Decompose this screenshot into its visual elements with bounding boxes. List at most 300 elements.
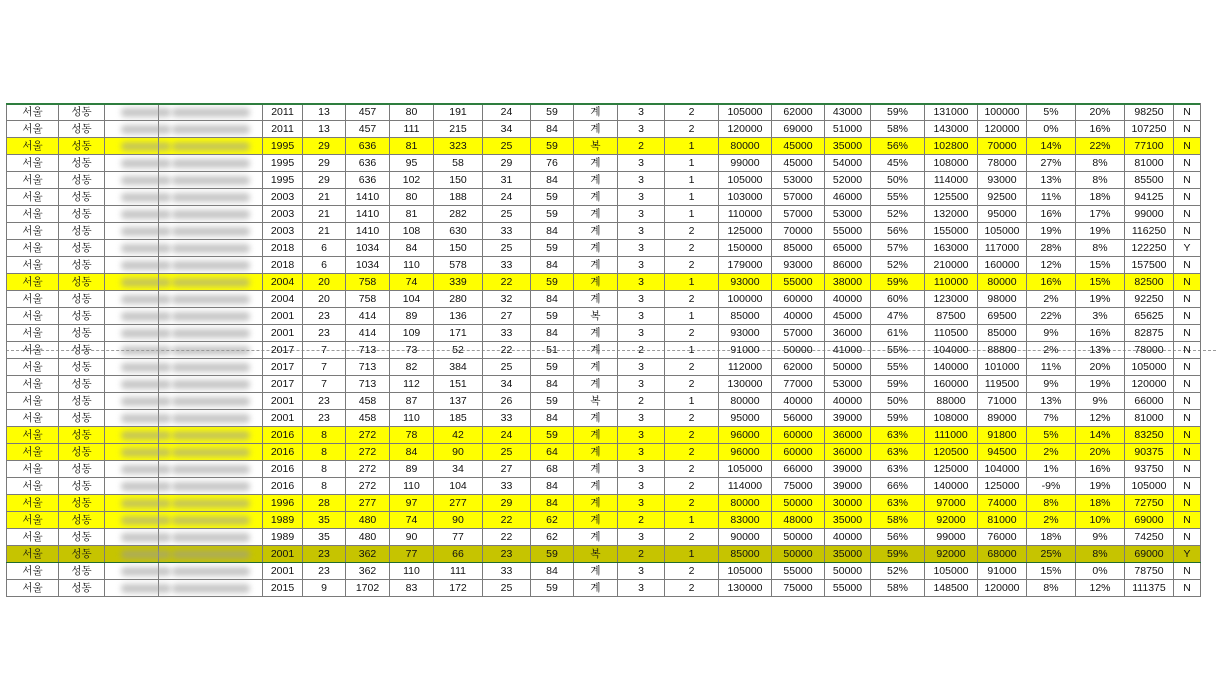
cell-rooms[interactable]: 3 — [618, 529, 665, 546]
cell-upper-price[interactable]: 105000 — [925, 563, 978, 580]
cell-redacted-b[interactable] — [159, 376, 263, 393]
cell-upper-price[interactable]: 88000 — [925, 393, 978, 410]
cell-rate-a[interactable]: 16% — [1027, 206, 1076, 223]
cell-rate-a[interactable]: 18% — [1027, 529, 1076, 546]
cell-average[interactable]: 78000 — [1125, 342, 1174, 359]
cell-sale-price[interactable]: 114000 — [719, 478, 772, 495]
table-row[interactable] — [7, 461, 1201, 478]
cell-age[interactable]: 23 — [303, 325, 346, 342]
cell-lower-price[interactable]: 91000 — [978, 563, 1027, 580]
cell-gap[interactable]: 40000 — [825, 291, 871, 308]
cell-upper-price[interactable]: 140000 — [925, 478, 978, 495]
cell-jeonse-ratio[interactable]: 52% — [871, 563, 925, 580]
cell-year[interactable]: 2003 — [263, 189, 303, 206]
cell-year[interactable]: 1995 — [263, 138, 303, 155]
table-row[interactable] — [7, 546, 1201, 563]
cell-rate-a[interactable]: 1% — [1027, 461, 1076, 478]
cell-jeonse-ratio[interactable]: 57% — [871, 240, 925, 257]
cell-pyeong[interactable]: 25 — [483, 580, 531, 597]
cell-sale-price[interactable]: 93000 — [719, 325, 772, 342]
cell-type[interactable]: 계 — [574, 580, 618, 597]
cell-rate-a[interactable]: 2% — [1027, 342, 1076, 359]
table-row[interactable] — [7, 512, 1201, 529]
cell-upper-price[interactable]: 160000 — [925, 376, 978, 393]
cell-unit-count[interactable]: 282 — [434, 206, 483, 223]
cell-unit-count[interactable]: 151 — [434, 376, 483, 393]
cell-age[interactable]: 20 — [303, 291, 346, 308]
cell-district[interactable]: 성동 — [59, 376, 105, 393]
cell-district[interactable]: 성동 — [59, 580, 105, 597]
cell-rate-b[interactable]: 8% — [1076, 155, 1125, 172]
cell-sale-price[interactable]: 80000 — [719, 138, 772, 155]
table-row[interactable] — [7, 495, 1201, 512]
cell-jeonse-price[interactable]: 69000 — [772, 121, 825, 138]
cell-type[interactable]: 계 — [574, 376, 618, 393]
cell-rate-a[interactable]: 28% — [1027, 240, 1076, 257]
cell-jeonse-price[interactable]: 75000 — [772, 580, 825, 597]
cell-jeonse-price[interactable]: 50000 — [772, 342, 825, 359]
cell-gap[interactable]: 36000 — [825, 444, 871, 461]
cell-pyeong[interactable]: 22 — [483, 512, 531, 529]
cell-redacted-a[interactable] — [105, 138, 159, 155]
cell-sale-price[interactable]: 83000 — [719, 512, 772, 529]
cell-supply-area[interactable]: 81 — [390, 206, 434, 223]
cell-average[interactable]: 157500 — [1125, 257, 1174, 274]
cell-redacted-a[interactable] — [105, 274, 159, 291]
cell-city[interactable]: 서울 — [7, 325, 59, 342]
cell-city[interactable]: 서울 — [7, 580, 59, 597]
cell-rate-b[interactable]: 12% — [1076, 410, 1125, 427]
cell-district[interactable]: 성동 — [59, 393, 105, 410]
cell-households[interactable]: 1034 — [346, 240, 390, 257]
cell-pyeong[interactable]: 33 — [483, 410, 531, 427]
cell-rate-b[interactable]: 9% — [1076, 393, 1125, 410]
cell-unit-count[interactable]: 150 — [434, 240, 483, 257]
cell-type[interactable]: 계 — [574, 325, 618, 342]
cell-exclusive-area[interactable]: 59 — [531, 427, 574, 444]
cell-households[interactable]: 414 — [346, 308, 390, 325]
cell-type[interactable]: 계 — [574, 223, 618, 240]
cell-average[interactable]: 74250 — [1125, 529, 1174, 546]
cell-rooms[interactable]: 2 — [618, 546, 665, 563]
cell-unit-count[interactable]: 42 — [434, 427, 483, 444]
cell-sale-price[interactable]: 130000 — [719, 580, 772, 597]
cell-year[interactable]: 2001 — [263, 410, 303, 427]
cell-age[interactable]: 23 — [303, 410, 346, 427]
cell-households[interactable]: 1702 — [346, 580, 390, 597]
cell-unit-count[interactable]: 66 — [434, 546, 483, 563]
cell-redacted-a[interactable] — [105, 342, 159, 359]
cell-lower-price[interactable]: 125000 — [978, 478, 1027, 495]
cell-pyeong[interactable]: 25 — [483, 444, 531, 461]
cell-supply-area[interactable]: 110 — [390, 478, 434, 495]
table-row[interactable] — [7, 563, 1201, 580]
cell-households[interactable]: 758 — [346, 291, 390, 308]
cell-upper-price[interactable]: 114000 — [925, 172, 978, 189]
cell-redacted-b[interactable] — [159, 291, 263, 308]
cell-supply-area[interactable]: 89 — [390, 308, 434, 325]
cell-age[interactable]: 8 — [303, 444, 346, 461]
cell-exclusive-area[interactable]: 62 — [531, 529, 574, 546]
cell-jeonse-price[interactable]: 60000 — [772, 427, 825, 444]
cell-rooms[interactable]: 3 — [618, 461, 665, 478]
cell-year[interactable]: 2016 — [263, 427, 303, 444]
cell-exclusive-area[interactable]: 84 — [531, 495, 574, 512]
cell-rate-b[interactable]: 18% — [1076, 495, 1125, 512]
cell-rate-b[interactable]: 20% — [1076, 444, 1125, 461]
cell-flag[interactable]: N — [1174, 223, 1201, 240]
cell-lower-price[interactable]: 94500 — [978, 444, 1027, 461]
cell-redacted-a[interactable] — [105, 359, 159, 376]
cell-redacted-a[interactable] — [105, 121, 159, 138]
cell-jeonse-price[interactable]: 53000 — [772, 172, 825, 189]
cell-rate-b[interactable]: 16% — [1076, 325, 1125, 342]
cell-sale-price[interactable]: 96000 — [719, 427, 772, 444]
cell-lower-price[interactable]: 117000 — [978, 240, 1027, 257]
cell-city[interactable]: 서울 — [7, 291, 59, 308]
cell-type[interactable]: 계 — [574, 104, 618, 121]
cell-rate-b[interactable]: 14% — [1076, 427, 1125, 444]
cell-redacted-b[interactable] — [159, 206, 263, 223]
cell-redacted-b[interactable] — [159, 223, 263, 240]
cell-lower-price[interactable]: 85000 — [978, 325, 1027, 342]
cell-households[interactable]: 458 — [346, 410, 390, 427]
cell-redacted-b[interactable] — [159, 512, 263, 529]
cell-redacted-b[interactable] — [159, 274, 263, 291]
cell-baths[interactable]: 2 — [665, 410, 719, 427]
cell-year[interactable]: 1996 — [263, 495, 303, 512]
cell-baths[interactable]: 1 — [665, 546, 719, 563]
cell-flag[interactable]: N — [1174, 274, 1201, 291]
cell-jeonse-ratio[interactable]: 55% — [871, 359, 925, 376]
cell-rate-b[interactable]: 8% — [1076, 172, 1125, 189]
cell-average[interactable]: 111375 — [1125, 580, 1174, 597]
cell-sale-price[interactable]: 93000 — [719, 274, 772, 291]
cell-gap[interactable]: 86000 — [825, 257, 871, 274]
cell-district[interactable]: 성동 — [59, 495, 105, 512]
cell-redacted-b[interactable] — [159, 308, 263, 325]
cell-district[interactable]: 성동 — [59, 359, 105, 376]
cell-average[interactable]: 105000 — [1125, 359, 1174, 376]
cell-average[interactable]: 122250 — [1125, 240, 1174, 257]
cell-pyeong[interactable]: 24 — [483, 189, 531, 206]
cell-type[interactable]: 복 — [574, 308, 618, 325]
cell-pyeong[interactable]: 33 — [483, 563, 531, 580]
cell-redacted-b[interactable] — [159, 325, 263, 342]
cell-flag[interactable]: N — [1174, 104, 1201, 121]
cell-gap[interactable]: 53000 — [825, 206, 871, 223]
cell-redacted-b[interactable] — [159, 495, 263, 512]
cell-jeonse-ratio[interactable]: 59% — [871, 274, 925, 291]
cell-age[interactable]: 28 — [303, 495, 346, 512]
cell-exclusive-area[interactable]: 84 — [531, 478, 574, 495]
cell-households[interactable]: 758 — [346, 274, 390, 291]
cell-baths[interactable]: 2 — [665, 461, 719, 478]
cell-city[interactable]: 서울 — [7, 563, 59, 580]
cell-redacted-a[interactable] — [105, 206, 159, 223]
cell-redacted-a[interactable] — [105, 461, 159, 478]
cell-supply-area[interactable]: 110 — [390, 410, 434, 427]
cell-baths[interactable]: 2 — [665, 376, 719, 393]
cell-supply-area[interactable]: 74 — [390, 274, 434, 291]
cell-pyeong[interactable]: 25 — [483, 359, 531, 376]
cell-supply-area[interactable]: 110 — [390, 257, 434, 274]
cell-district[interactable]: 성동 — [59, 223, 105, 240]
cell-district[interactable]: 성동 — [59, 291, 105, 308]
cell-year[interactable]: 2017 — [263, 376, 303, 393]
cell-rate-b[interactable]: 3% — [1076, 308, 1125, 325]
cell-sale-price[interactable]: 91000 — [719, 342, 772, 359]
cell-unit-count[interactable]: 191 — [434, 104, 483, 121]
cell-pyeong[interactable]: 29 — [483, 155, 531, 172]
cell-exclusive-area[interactable]: 59 — [531, 189, 574, 206]
cell-flag[interactable]: N — [1174, 257, 1201, 274]
cell-rate-a[interactable]: 22% — [1027, 308, 1076, 325]
cell-redacted-b[interactable] — [159, 155, 263, 172]
cell-city[interactable]: 서울 — [7, 427, 59, 444]
cell-exclusive-area[interactable]: 59 — [531, 308, 574, 325]
cell-rate-b[interactable]: 19% — [1076, 478, 1125, 495]
cell-flag[interactable]: N — [1174, 172, 1201, 189]
cell-baths[interactable]: 2 — [665, 563, 719, 580]
cell-unit-count[interactable]: 280 — [434, 291, 483, 308]
cell-upper-price[interactable]: 143000 — [925, 121, 978, 138]
cell-upper-price[interactable]: 210000 — [925, 257, 978, 274]
cell-city[interactable]: 서울 — [7, 461, 59, 478]
table-row[interactable] — [7, 529, 1201, 546]
cell-unit-count[interactable]: 90 — [434, 512, 483, 529]
cell-average[interactable]: 120000 — [1125, 376, 1174, 393]
cell-unit-count[interactable]: 137 — [434, 393, 483, 410]
cell-households[interactable]: 277 — [346, 495, 390, 512]
cell-lower-price[interactable]: 71000 — [978, 393, 1027, 410]
cell-jeonse-ratio[interactable]: 63% — [871, 495, 925, 512]
cell-households[interactable]: 636 — [346, 172, 390, 189]
cell-gap[interactable]: 53000 — [825, 376, 871, 393]
cell-gap[interactable]: 41000 — [825, 342, 871, 359]
cell-exclusive-area[interactable]: 51 — [531, 342, 574, 359]
cell-redacted-b[interactable] — [159, 393, 263, 410]
cell-jeonse-price[interactable]: 66000 — [772, 461, 825, 478]
cell-exclusive-area[interactable]: 84 — [531, 325, 574, 342]
cell-baths[interactable]: 2 — [665, 495, 719, 512]
cell-rate-b[interactable]: 20% — [1076, 359, 1125, 376]
cell-year[interactable]: 2016 — [263, 461, 303, 478]
cell-year[interactable]: 1989 — [263, 529, 303, 546]
cell-supply-area[interactable]: 73 — [390, 342, 434, 359]
cell-age[interactable]: 13 — [303, 104, 346, 121]
cell-rate-a[interactable]: 2% — [1027, 291, 1076, 308]
cell-rooms[interactable]: 3 — [618, 291, 665, 308]
cell-redacted-b[interactable] — [159, 444, 263, 461]
cell-lower-price[interactable]: 70000 — [978, 138, 1027, 155]
cell-lower-price[interactable]: 78000 — [978, 155, 1027, 172]
cell-pyeong[interactable]: 25 — [483, 206, 531, 223]
cell-pyeong[interactable]: 24 — [483, 104, 531, 121]
cell-gap[interactable]: 40000 — [825, 393, 871, 410]
cell-city[interactable]: 서울 — [7, 410, 59, 427]
cell-district[interactable]: 성동 — [59, 138, 105, 155]
cell-upper-price[interactable]: 92000 — [925, 546, 978, 563]
table-row[interactable] — [7, 240, 1201, 257]
cell-year[interactable]: 2001 — [263, 546, 303, 563]
cell-exclusive-area[interactable]: 59 — [531, 138, 574, 155]
cell-rooms[interactable]: 2 — [618, 138, 665, 155]
cell-redacted-a[interactable] — [105, 257, 159, 274]
cell-upper-price[interactable]: 104000 — [925, 342, 978, 359]
cell-jeonse-price[interactable]: 50000 — [772, 546, 825, 563]
cell-gap[interactable]: 40000 — [825, 529, 871, 546]
cell-gap[interactable]: 54000 — [825, 155, 871, 172]
cell-supply-area[interactable]: 82 — [390, 359, 434, 376]
cell-rate-b[interactable]: 19% — [1076, 376, 1125, 393]
cell-type[interactable]: 계 — [574, 478, 618, 495]
cell-baths[interactable]: 1 — [665, 393, 719, 410]
cell-type[interactable]: 계 — [574, 512, 618, 529]
cell-exclusive-area[interactable]: 76 — [531, 155, 574, 172]
cell-sale-price[interactable]: 99000 — [719, 155, 772, 172]
cell-rate-a[interactable]: 8% — [1027, 580, 1076, 597]
cell-rate-a[interactable]: 7% — [1027, 410, 1076, 427]
cell-district[interactable]: 성동 — [59, 104, 105, 121]
cell-rate-b[interactable]: 8% — [1076, 240, 1125, 257]
cell-age[interactable]: 23 — [303, 563, 346, 580]
cell-supply-area[interactable]: 80 — [390, 189, 434, 206]
cell-redacted-b[interactable] — [159, 563, 263, 580]
cell-average[interactable]: 105000 — [1125, 478, 1174, 495]
cell-redacted-a[interactable] — [105, 189, 159, 206]
cell-jeonse-price[interactable]: 62000 — [772, 104, 825, 121]
cell-redacted-a[interactable] — [105, 393, 159, 410]
cell-upper-price[interactable]: 111000 — [925, 427, 978, 444]
cell-jeonse-ratio[interactable]: 58% — [871, 512, 925, 529]
table-row[interactable] — [7, 172, 1201, 189]
cell-unit-count[interactable]: 384 — [434, 359, 483, 376]
cell-redacted-b[interactable] — [159, 342, 263, 359]
cell-households[interactable]: 272 — [346, 478, 390, 495]
cell-redacted-a[interactable] — [105, 444, 159, 461]
cell-district[interactable]: 성동 — [59, 512, 105, 529]
cell-age[interactable]: 9 — [303, 580, 346, 597]
cell-lower-price[interactable]: 76000 — [978, 529, 1027, 546]
cell-households[interactable]: 480 — [346, 512, 390, 529]
cell-rate-b[interactable]: 13% — [1076, 342, 1125, 359]
cell-supply-area[interactable]: 84 — [390, 444, 434, 461]
cell-rate-b[interactable]: 15% — [1076, 257, 1125, 274]
cell-age[interactable]: 8 — [303, 427, 346, 444]
cell-average[interactable]: 72750 — [1125, 495, 1174, 512]
cell-average[interactable]: 81000 — [1125, 155, 1174, 172]
cell-redacted-a[interactable] — [105, 172, 159, 189]
cell-rate-a[interactable]: 27% — [1027, 155, 1076, 172]
cell-flag[interactable]: N — [1174, 444, 1201, 461]
cell-district[interactable]: 성동 — [59, 189, 105, 206]
cell-upper-price[interactable]: 108000 — [925, 155, 978, 172]
cell-type[interactable]: 복 — [574, 393, 618, 410]
cell-redacted-a[interactable] — [105, 478, 159, 495]
cell-unit-count[interactable]: 339 — [434, 274, 483, 291]
cell-rate-a[interactable]: 9% — [1027, 325, 1076, 342]
cell-sale-price[interactable]: 100000 — [719, 291, 772, 308]
cell-age[interactable]: 6 — [303, 257, 346, 274]
cell-type[interactable]: 계 — [574, 155, 618, 172]
cell-redacted-a[interactable] — [105, 104, 159, 121]
cell-average[interactable]: 78750 — [1125, 563, 1174, 580]
cell-supply-area[interactable]: 84 — [390, 240, 434, 257]
cell-pyeong[interactable]: 25 — [483, 240, 531, 257]
table-row[interactable] — [7, 291, 1201, 308]
cell-average[interactable]: 107250 — [1125, 121, 1174, 138]
cell-lower-price[interactable]: 92500 — [978, 189, 1027, 206]
cell-redacted-a[interactable] — [105, 512, 159, 529]
cell-upper-price[interactable]: 132000 — [925, 206, 978, 223]
cell-baths[interactable]: 1 — [665, 274, 719, 291]
cell-city[interactable]: 서울 — [7, 257, 59, 274]
cell-year[interactable]: 2016 — [263, 478, 303, 495]
cell-year[interactable]: 2001 — [263, 563, 303, 580]
cell-supply-area[interactable]: 112 — [390, 376, 434, 393]
cell-households[interactable]: 713 — [346, 359, 390, 376]
cell-district[interactable]: 성동 — [59, 206, 105, 223]
cell-baths[interactable]: 2 — [665, 580, 719, 597]
cell-flag[interactable]: N — [1174, 291, 1201, 308]
cell-supply-area[interactable]: 95 — [390, 155, 434, 172]
cell-gap[interactable]: 51000 — [825, 121, 871, 138]
cell-jeonse-ratio[interactable]: 66% — [871, 478, 925, 495]
cell-redacted-b[interactable] — [159, 240, 263, 257]
cell-rooms[interactable]: 3 — [618, 563, 665, 580]
cell-upper-price[interactable]: 163000 — [925, 240, 978, 257]
cell-rate-a[interactable]: 0% — [1027, 121, 1076, 138]
cell-rooms[interactable]: 3 — [618, 257, 665, 274]
cell-jeonse-ratio[interactable]: 47% — [871, 308, 925, 325]
table-row[interactable] — [7, 104, 1201, 121]
cell-lower-price[interactable]: 91800 — [978, 427, 1027, 444]
cell-average[interactable]: 82500 — [1125, 274, 1174, 291]
cell-exclusive-area[interactable]: 59 — [531, 206, 574, 223]
cell-redacted-a[interactable] — [105, 223, 159, 240]
cell-redacted-a[interactable] — [105, 580, 159, 597]
cell-lower-price[interactable]: 98000 — [978, 291, 1027, 308]
cell-jeonse-price[interactable]: 75000 — [772, 478, 825, 495]
cell-gap[interactable]: 55000 — [825, 223, 871, 240]
cell-unit-count[interactable]: 185 — [434, 410, 483, 427]
cell-supply-area[interactable]: 109 — [390, 325, 434, 342]
cell-pyeong[interactable]: 24 — [483, 427, 531, 444]
cell-redacted-b[interactable] — [159, 461, 263, 478]
cell-upper-price[interactable]: 148500 — [925, 580, 978, 597]
cell-households[interactable]: 713 — [346, 342, 390, 359]
cell-households[interactable]: 272 — [346, 461, 390, 478]
cell-year[interactable]: 2017 — [263, 359, 303, 376]
cell-lower-price[interactable]: 101000 — [978, 359, 1027, 376]
cell-jeonse-ratio[interactable]: 58% — [871, 121, 925, 138]
cell-upper-price[interactable]: 125500 — [925, 189, 978, 206]
cell-city[interactable]: 서울 — [7, 223, 59, 240]
cell-households[interactable]: 272 — [346, 444, 390, 461]
cell-rooms[interactable]: 3 — [618, 172, 665, 189]
cell-unit-count[interactable]: 150 — [434, 172, 483, 189]
table-row[interactable] — [7, 478, 1201, 495]
cell-sale-price[interactable]: 120000 — [719, 121, 772, 138]
cell-gap[interactable]: 50000 — [825, 563, 871, 580]
cell-pyeong[interactable]: 29 — [483, 495, 531, 512]
cell-baths[interactable]: 1 — [665, 189, 719, 206]
cell-baths[interactable]: 2 — [665, 444, 719, 461]
cell-households[interactable]: 1410 — [346, 206, 390, 223]
cell-rate-a[interactable]: 13% — [1027, 172, 1076, 189]
cell-exclusive-area[interactable]: 64 — [531, 444, 574, 461]
